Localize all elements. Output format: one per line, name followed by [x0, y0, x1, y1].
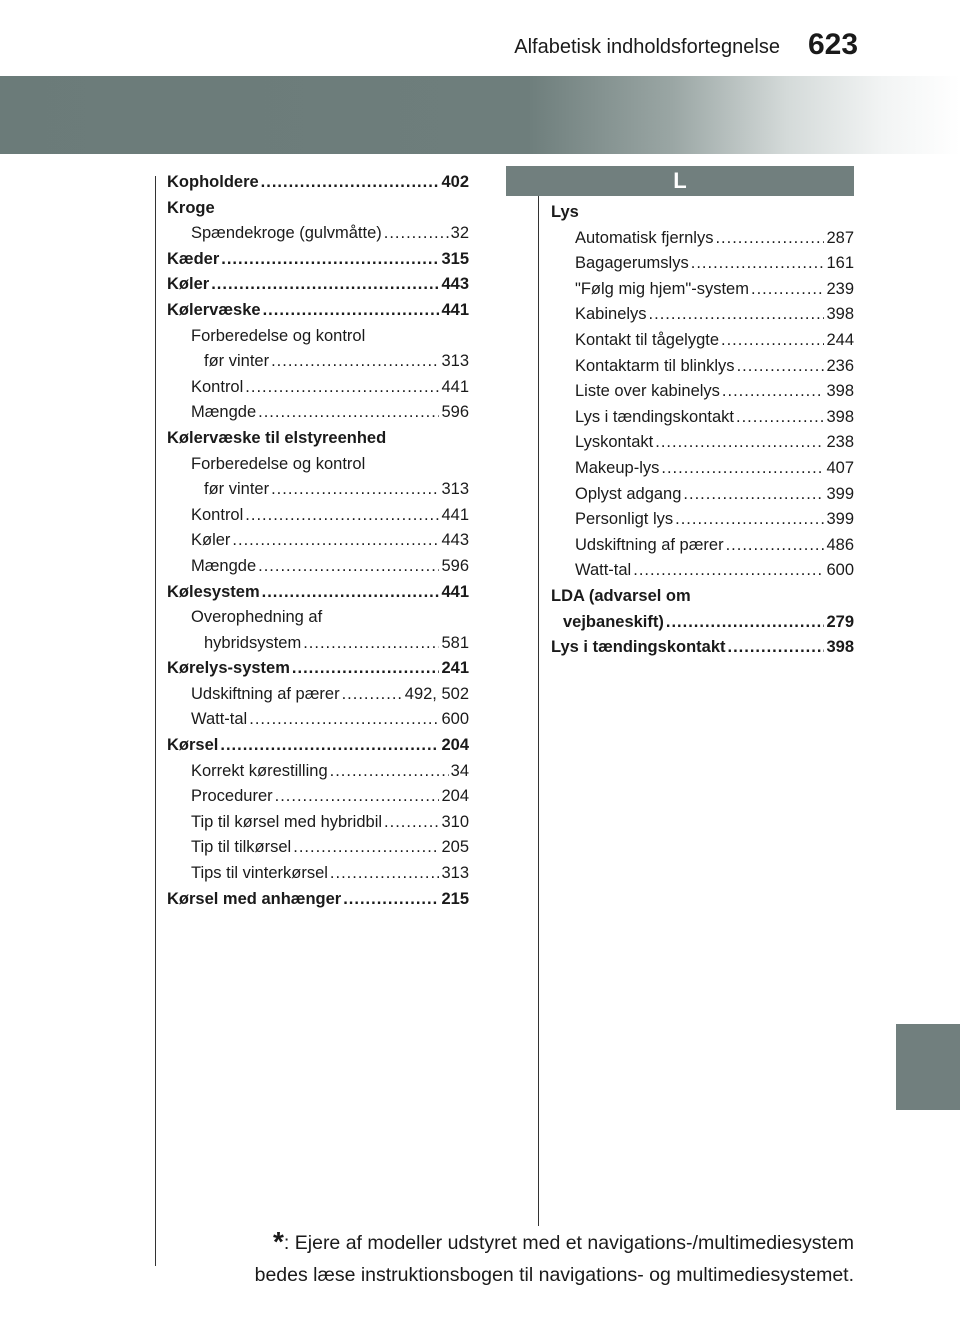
index-entry — [167, 554, 469, 580]
dot-leader — [722, 379, 825, 405]
index-entry-term: Kølesystem — [167, 582, 260, 601]
dot-leader — [736, 405, 824, 431]
index-entry-term: Kørsel med anhænger — [167, 889, 342, 908]
dot-leader — [271, 349, 439, 375]
index-entry — [551, 533, 854, 559]
index-entry-page: 492, 502 — [404, 684, 469, 703]
index-entry-page: 34 — [450, 761, 469, 780]
index-entry — [551, 251, 854, 277]
footnote — [160, 1226, 854, 1291]
index-entry-page: 279 — [826, 612, 854, 631]
dot-leader — [715, 226, 824, 252]
index-column-left — [167, 170, 469, 912]
index-entry — [551, 507, 854, 533]
dot-leader — [330, 861, 440, 887]
dot-leader — [384, 810, 439, 836]
dot-leader — [292, 656, 440, 682]
index-entry-page: 600 — [826, 561, 854, 580]
index-entry — [551, 610, 854, 636]
index-entry-page: 402 — [441, 173, 469, 191]
dot-leader — [342, 682, 403, 708]
index-entry-term: Kølervæske — [167, 300, 261, 319]
index-entry-page: 204 — [441, 787, 469, 806]
index-entry-page: 398 — [826, 305, 854, 324]
section-header-letter: L — [506, 166, 854, 196]
index-entry-page: 238 — [826, 433, 854, 452]
index-entry-page: 581 — [441, 633, 469, 652]
index-entry — [551, 354, 854, 380]
dot-leader — [249, 707, 439, 733]
index-entry-term: Kæder — [167, 249, 220, 268]
index-entry — [551, 200, 854, 226]
index-entry — [551, 226, 854, 252]
index-entry-page: 161 — [826, 254, 854, 273]
index-entry-page: 244 — [826, 330, 854, 349]
dot-leader — [221, 247, 439, 273]
index-entry — [167, 503, 469, 529]
index-entry — [167, 528, 469, 554]
dot-leader — [258, 400, 439, 426]
index-entry-term: Tip til kørsel med hybridbil — [191, 812, 383, 831]
dot-leader — [726, 533, 825, 559]
index-entry — [167, 324, 469, 350]
index-entry — [167, 861, 469, 887]
index-entry — [551, 379, 854, 405]
index-entry-term: Forberedelse og kontrol — [191, 326, 366, 345]
dot-leader — [666, 610, 825, 636]
dot-leader — [633, 558, 824, 584]
index-entry — [167, 477, 469, 503]
index-entry-term: hybridsystem — [204, 633, 302, 652]
index-entry-term: Makeup-lys — [575, 458, 660, 477]
index-entry-page: 239 — [826, 279, 854, 298]
index-entry-term: Udskiftning af pærer — [191, 684, 340, 703]
index-entry-term: Korrekt kørestilling — [191, 761, 328, 780]
dot-leader — [245, 375, 439, 401]
dot-leader — [384, 221, 449, 247]
index-entry-page: 215 — [441, 889, 469, 908]
index-entry-page: 399 — [826, 484, 854, 503]
index-entry — [551, 558, 854, 584]
index-entry-page: 407 — [826, 458, 854, 477]
index-entry — [167, 784, 469, 810]
index-entry-page: 441 — [441, 505, 469, 524]
index-entry-term: Lyskontakt — [575, 433, 654, 452]
index-entry-page: 204 — [441, 736, 469, 755]
index-entry-term: Kontrol — [191, 377, 244, 396]
index-entry — [551, 635, 854, 661]
index-entry — [167, 733, 469, 759]
index-entry-term: Procedurer — [191, 787, 273, 806]
header-banner — [0, 76, 960, 154]
index-entry — [167, 631, 469, 657]
index-entry — [167, 272, 469, 298]
index-entry-term: Automatisk fjernlys — [575, 228, 714, 247]
index-column-right — [551, 200, 854, 661]
index-entry-term: Kølervæske til elstyreenhed — [167, 428, 387, 447]
dot-leader — [271, 477, 439, 503]
index-entry — [167, 656, 469, 682]
index-entry-page: 313 — [441, 864, 469, 883]
index-entry — [167, 682, 469, 708]
index-entry — [167, 810, 469, 836]
dot-leader — [661, 456, 824, 482]
index-entry-page: 205 — [441, 838, 469, 857]
dot-leader — [655, 430, 824, 456]
dot-leader — [728, 635, 825, 661]
dot-leader — [245, 503, 439, 529]
index-entry-term: Kabinelys — [575, 305, 647, 324]
index-entry-page: 236 — [826, 356, 854, 375]
dot-leader — [220, 733, 439, 759]
index-entry — [167, 835, 469, 861]
index-entry — [167, 375, 469, 401]
index-entry — [551, 277, 854, 303]
index-entry-page: 441 — [441, 582, 469, 601]
page-number: 623 — [808, 28, 859, 61]
dot-leader — [258, 554, 439, 580]
index-entry-term: Kroge — [167, 198, 215, 217]
dot-leader — [303, 631, 439, 657]
index-entry — [551, 328, 854, 354]
index-entry-term: Lys i tændingskontakt — [575, 407, 734, 426]
footnote-line-2: bedes læse instruktionsbogen til navigations- og multimediesystemet. — [254, 1264, 854, 1286]
index-entry-page: 310 — [441, 812, 469, 831]
thumb-index-tab — [896, 1024, 960, 1110]
index-entry-term: Mængde — [191, 556, 257, 575]
dot-leader — [691, 251, 825, 277]
index-entry — [167, 247, 469, 273]
index-entry — [167, 452, 469, 478]
left-column-rule — [155, 176, 156, 1266]
dot-leader — [649, 302, 825, 328]
running-header-title: Alfabetisk indholdsfortegnelse — [514, 36, 780, 58]
index-entry — [167, 887, 469, 913]
dot-leader — [683, 482, 824, 508]
index-entry-term: Kontrol — [191, 505, 244, 524]
right-column-rule — [538, 196, 539, 1226]
index-entry-page: 313 — [441, 480, 469, 499]
dot-leader — [737, 354, 825, 380]
index-entry-page: 287 — [826, 228, 854, 247]
index-entry-page: 313 — [441, 352, 469, 371]
index-entry-term: Personligt lys — [575, 510, 674, 529]
index-entry — [551, 405, 854, 431]
index-entry-term: LDA (advarsel om — [551, 586, 691, 605]
index-entry-term: Kontakt til tågelygte — [575, 330, 720, 349]
footnote-line-1: : Ejere af modeller udstyret med et navigations-/multimediesystem — [283, 1232, 854, 1254]
index-entry-term: Watt-tal — [191, 710, 248, 729]
dot-leader — [675, 507, 824, 533]
dot-leader — [751, 277, 824, 303]
index-entry — [167, 400, 469, 426]
index-entry-page: 398 — [826, 382, 854, 401]
index-entry-term: vejbaneskift) — [563, 612, 664, 631]
index-entry-term: Lys — [551, 203, 579, 221]
index-entry-term: Kørsel — [167, 736, 219, 755]
index-entry — [551, 302, 854, 328]
index-entry-term: Oplyst adgang — [575, 484, 682, 503]
index-entry-term: Køler — [191, 531, 231, 550]
index-entry — [167, 605, 469, 631]
index-entry-page: 399 — [826, 510, 854, 529]
index-entry — [551, 482, 854, 508]
dot-leader — [293, 835, 439, 861]
index-entry-term: Spændekroge (gulvmåtte) — [191, 224, 382, 243]
index-entry-term: Køler — [167, 275, 210, 294]
index-entry-term: Liste over kabinelys — [575, 382, 720, 401]
index-entry-term: Tip til tilkørsel — [191, 838, 292, 857]
index-entry — [167, 580, 469, 606]
index-entry — [167, 170, 469, 196]
index-entry-term: Overophedning af — [191, 608, 323, 627]
index-entry-term: Mængde — [191, 403, 257, 422]
dot-leader — [721, 328, 824, 354]
index-entry-page: 443 — [441, 531, 469, 550]
index-entry-term: "Følg mig hjem"-system — [575, 279, 749, 298]
index-entry — [167, 196, 469, 222]
index-entry-page: 600 — [441, 710, 469, 729]
index-entry-page: 398 — [826, 638, 854, 657]
index-entry-page: 32 — [450, 224, 469, 243]
index-entry — [167, 759, 469, 785]
footnote-marker: * — [273, 1226, 284, 1257]
dot-leader — [343, 887, 439, 913]
dot-leader — [232, 528, 439, 554]
index-entry-page: 596 — [441, 556, 469, 575]
index-entry — [167, 298, 469, 324]
index-entry-term: Tips til vinterkørsel — [191, 864, 328, 883]
index-entry-page: 596 — [441, 403, 469, 422]
index-entry — [167, 707, 469, 733]
dot-leader — [262, 580, 440, 606]
index-entry-page: 398 — [826, 407, 854, 426]
index-entry — [167, 349, 469, 375]
index-entry-term: Watt-tal — [575, 561, 632, 580]
index-entry-page: 486 — [826, 535, 854, 554]
index-entry-term: før vinter — [204, 480, 270, 499]
index-entry — [167, 221, 469, 247]
index-entry-term: Bagagerumslys — [575, 254, 689, 273]
index-entry-page: 441 — [441, 377, 469, 396]
dot-leader — [263, 298, 440, 324]
dot-leader — [261, 170, 440, 196]
index-entry-page: 315 — [441, 249, 469, 268]
dot-leader — [330, 759, 449, 785]
index-entry-term: Udskiftning af pærer — [575, 535, 724, 554]
index-entry-term: Forberedelse og kontrol — [191, 454, 366, 473]
index-entry-page: 241 — [441, 659, 469, 678]
index-entry-term: Kørelys-system — [167, 659, 290, 678]
index-entry-page: 441 — [441, 300, 469, 319]
index-entry-term: før vinter — [204, 352, 270, 371]
index-entry — [167, 426, 469, 452]
index-entry — [551, 584, 854, 610]
index-entry-term: Kopholdere — [167, 173, 259, 191]
index-entry-term: Kontaktarm til blinklys — [575, 356, 735, 375]
dot-leader — [211, 272, 439, 298]
index-entry — [551, 430, 854, 456]
index-entry-term: Lys i tændingskontakt — [551, 638, 726, 657]
dot-leader — [275, 784, 440, 810]
index-entry — [551, 456, 854, 482]
index-entry-page: 443 — [441, 275, 469, 294]
